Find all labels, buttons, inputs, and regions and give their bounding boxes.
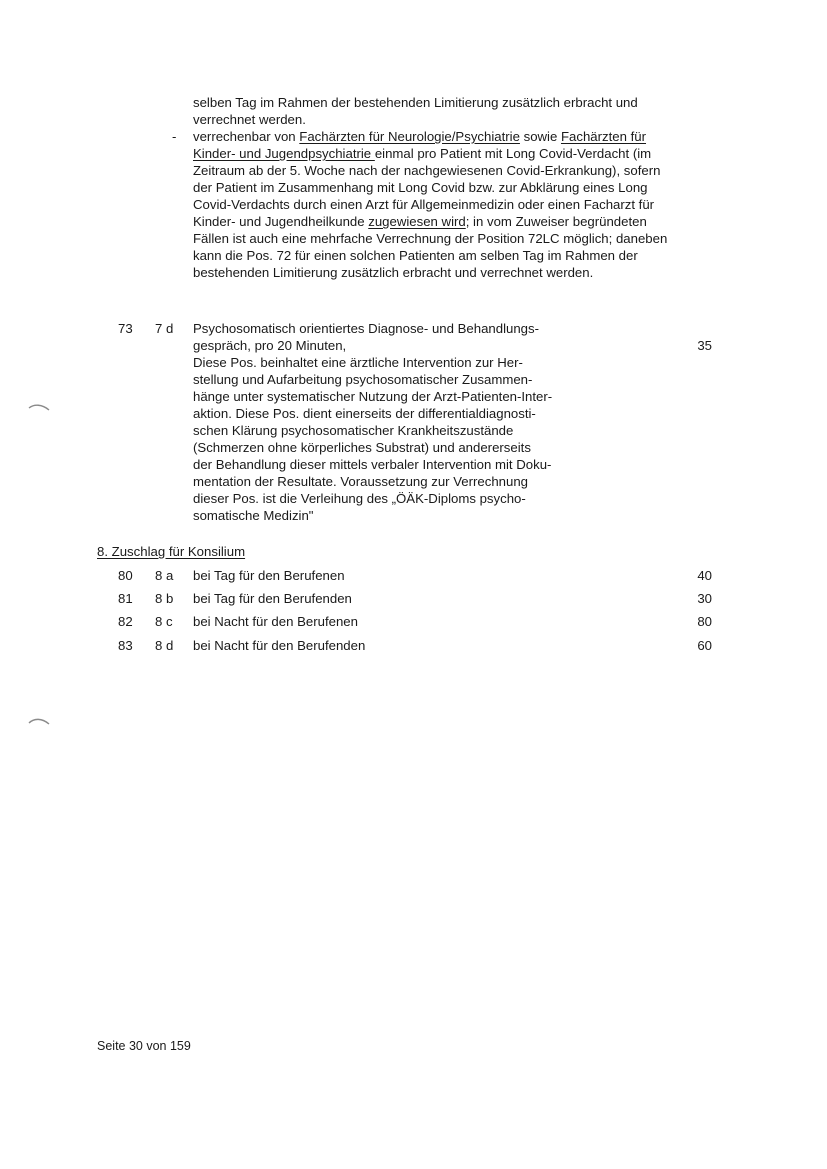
text-span: ; in vom Zuweiser begründeten bbox=[465, 214, 647, 229]
underlined-text: Fachärzten für bbox=[560, 129, 647, 144]
section-heading: 8. Zuschlag für Konsilium bbox=[97, 544, 246, 559]
text-line: bestehenden Limitierung zusätzlich erbracht und verrechnet werden. bbox=[193, 265, 594, 280]
text-line: dieser Pos. ist die Verleihung des „ÖÄK-Diploms psycho- bbox=[193, 491, 526, 506]
row-text: bei Nacht für den Berufenen bbox=[193, 614, 358, 629]
scan-mark-icon bbox=[28, 716, 50, 726]
text-line: somatische Medizin" bbox=[193, 508, 314, 523]
position-number: 81 bbox=[118, 591, 133, 606]
text-line: (Schmerzen ohne körperliches Substrat) und andererseits bbox=[193, 440, 531, 455]
text-line: aktion. Diese Pos. dient einerseits der differentialdiagnosti- bbox=[193, 406, 536, 421]
underlined-text: Kinder- und Jugendpsychiatrie bbox=[193, 146, 375, 161]
text-line: verrechnet werden. bbox=[193, 112, 306, 127]
row-text: bei Tag für den Berufenen bbox=[193, 568, 345, 583]
row-text: bei Nacht für den Berufenden bbox=[193, 638, 366, 653]
text-line: der Patient im Zusammenhang mit Long Covid bzw. zur Abklärung eines Long bbox=[193, 180, 648, 195]
points-value: 60 bbox=[697, 638, 712, 653]
text-span: verrechenbar von bbox=[193, 129, 300, 144]
position-code: 8 b bbox=[155, 591, 174, 606]
text-line: schen Klärung psychosomatischer Krankheitszustände bbox=[193, 423, 514, 438]
points-value: 40 bbox=[697, 568, 712, 583]
text-line: mentation der Resultate. Voraussetzung zur Verrechnung bbox=[193, 474, 529, 489]
underlined-text: zugewiesen wird bbox=[368, 214, 466, 229]
text-span: sowie bbox=[519, 129, 561, 144]
text-line: Fällen ist auch eine mehrfache Verrechnung der Position 72LC möglich; daneben bbox=[193, 231, 668, 246]
text-line: der Behandlung dieser mittels verbaler Intervention mit Doku- bbox=[193, 457, 552, 472]
text-line bbox=[193, 145, 651, 162]
underlined-text: Fachärzten für Neurologie/Psychiatrie bbox=[299, 129, 520, 144]
text-line: Zeitraum ab der 5. Woche nach der nachgewiesenen Covid-Erkrankung), sofern bbox=[193, 163, 661, 178]
points-value: 30 bbox=[697, 591, 712, 606]
text-line: Psychosomatisch orientiertes Diagnose- und Behandlungs- bbox=[193, 321, 539, 336]
position-number: 73 bbox=[118, 321, 133, 336]
text-span: einmal pro Patient mit Long Covid-Verdacht (im bbox=[374, 146, 652, 161]
page-number: Seite 30 von 159 bbox=[97, 1039, 191, 1053]
text-line: Diese Pos. beinhaltet eine ärztliche Intervention zur Her- bbox=[193, 355, 523, 370]
points-value: 80 bbox=[697, 614, 712, 629]
text-line: Covid-Verdachts durch einen Arzt für Allgemeinmedizin oder einen Facharzt für bbox=[193, 197, 655, 212]
bullet-marker: - bbox=[172, 129, 177, 144]
position-code: 8 c bbox=[155, 614, 173, 629]
position-code: 8 d bbox=[155, 638, 174, 653]
position-number: 82 bbox=[118, 614, 133, 629]
scan-mark-icon bbox=[28, 402, 50, 412]
position-number: 83 bbox=[118, 638, 133, 653]
text-line: kann die Pos. 72 für einen solchen Patienten am selben Tag im Rahmen der bbox=[193, 248, 638, 263]
row-text: bei Tag für den Berufenden bbox=[193, 591, 352, 606]
text-line bbox=[193, 213, 647, 230]
position-code: 8 a bbox=[155, 568, 174, 583]
points-value: 35 bbox=[697, 338, 712, 353]
text-line: selben Tag im Rahmen der bestehenden Limitierung zusätzlich erbracht und bbox=[193, 95, 638, 110]
position-number: 80 bbox=[118, 568, 133, 583]
text-span: Kinder- und Jugendheilkunde bbox=[193, 214, 369, 229]
text-line: stellung und Aufarbeitung psychosomatischer Zusammen- bbox=[193, 372, 533, 387]
text-line: hänge unter systematischer Nutzung der Arzt-Patienten-Inter- bbox=[193, 389, 553, 404]
text-line bbox=[193, 128, 646, 145]
text-line: gespräch, pro 20 Minuten, bbox=[193, 338, 347, 353]
position-code: 7 d bbox=[155, 321, 174, 336]
